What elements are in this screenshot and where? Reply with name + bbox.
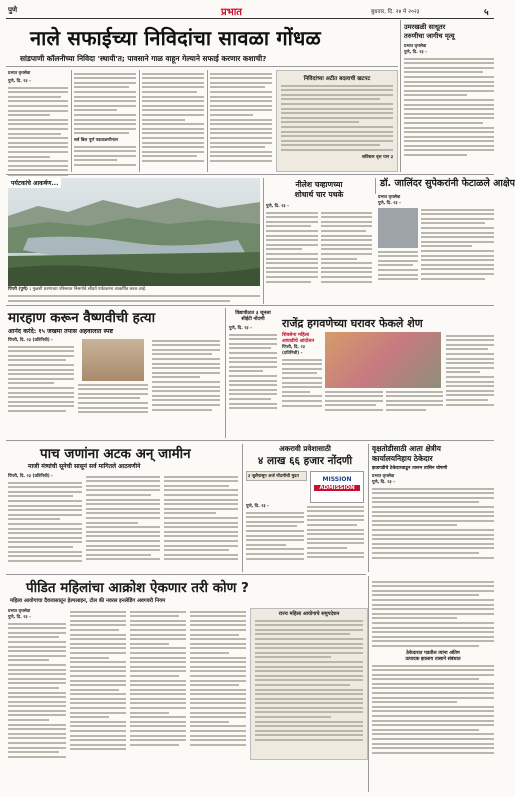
- hagawane-dateline: पिंपरी, दि. २३ (प्रतिनिधी) -: [282, 345, 305, 356]
- admission11-title: अकरावी प्रवेशासाठी: [279, 444, 331, 453]
- hagawane-kicker: शिवसेना महिला: [282, 333, 310, 338]
- lead-sidebar-box: [276, 70, 398, 172]
- story-tree: [372, 444, 494, 561]
- right-top-byline: प्रभात वृत्तसेवा: [404, 44, 427, 49]
- lead-sidebar-title: निविदांच्या अटीत बदलाची खटपट: [303, 76, 371, 82]
- lead-column-3: [142, 70, 204, 164]
- hagawane-headline: राजेंद्र हगवणेच्या घरावर फेकले शेण: [282, 317, 423, 330]
- admission-title: विद्यापीठात ३ जूनला: [235, 311, 271, 316]
- page-number: ५: [484, 8, 489, 18]
- commission-box: [250, 608, 368, 760]
- landscape-photo: [8, 178, 260, 286]
- doctor-dateline: पुणे, दि. २३ -: [378, 201, 401, 206]
- tree-subsection-2: उत्पादक झालाय तासाने संबंधात: [405, 656, 461, 662]
- bottom-byline: प्रभात वृत्तसेवा: [8, 609, 31, 614]
- story-bail: [8, 473, 238, 564]
- admission11-bullet: ३ जुलैपासून अर्ज नोंदणीची मुदत: [246, 471, 307, 481]
- tree-dateline: पुणे, दि. २३ -: [372, 480, 395, 485]
- badge-top: MISSION: [322, 476, 352, 483]
- story-admission: [229, 310, 277, 412]
- lead-continued: सविस्तर वृत्त पान ३: [362, 154, 393, 160]
- badge-bottom: ADMISSION: [314, 485, 360, 491]
- nilesh-title: नीलेश चव्हाणच्या: [295, 180, 343, 189]
- tree-title-2: कार्यालयनिहाय ठेकेदार: [372, 454, 433, 463]
- story-doctor: [378, 194, 494, 283]
- murder-dateline: पिंपरी, दि. २३ (प्रतिनिधी) -: [8, 338, 53, 343]
- photo-caption: [8, 287, 260, 304]
- story-tree-continued: [372, 578, 494, 756]
- tree-subhead: झाडपडीचे ठेकेदारवाढून तासभ तासिन घोषणी: [372, 466, 448, 471]
- story-murder: [8, 337, 220, 416]
- right-top-story: [404, 22, 494, 159]
- lead-subhead: सांडपाणी कॉलनीच्या निविदा 'स्थायी'त; पावसाने गाळ वाहून गेल्याने सफाई करणार कशाची?: [20, 54, 267, 63]
- admission11-dateline: पुणे, दि. २३ -: [246, 504, 269, 509]
- right-top-title: उमरखळी साधूतर: [404, 23, 446, 31]
- story-nilesh: [266, 180, 372, 285]
- nilesh-title-2: शोधार्थ चार पथके: [294, 190, 344, 199]
- bail-dateline: पिंपरी, दि. २३ (प्रतिनिधी) -: [8, 474, 53, 479]
- lead-byline: प्रभात वृत्तसेवा: [8, 71, 31, 76]
- issue-date: बुधवार, दि. २४ मे २०२३: [371, 9, 420, 15]
- tree-byline: प्रभात वृत्तसेवा: [372, 474, 395, 479]
- lead-column-2: [74, 70, 136, 168]
- bottom-dateline: पुणे, दि. २३ -: [8, 615, 31, 620]
- bail-subhead: माजी मंत्र्यांची सूनेची सासूनं सर्व मागितले आठवणीने: [28, 463, 141, 470]
- bail-headline: पाच जणांना अटक अन् जामीन: [40, 446, 191, 462]
- photo-feature: [8, 178, 260, 286]
- photo-caption-text: मुळशी धरणाच्या परिसरात निसर्गाचे सौंदर्य पर्यटकांना आकर्षित करत आहे.: [32, 287, 147, 292]
- photo-caption-place: पिंपरी (पुणे) :: [8, 287, 32, 292]
- admission-dateline: पुणे, दि. २३ -: [229, 326, 252, 331]
- story-hagawane: [282, 332, 494, 414]
- doctor-headline: डॉ. जालिंदर सुपेकरांनी फेटाळले आक्षेप: [380, 178, 515, 189]
- nilesh-dateline: पुणे, दि. २३ -: [266, 204, 289, 209]
- hagawane-kicker-2: आघाडीचे आंदोलन: [282, 339, 315, 344]
- murder-headline: मारहाण करून वैष्णवीची हत्या: [8, 310, 156, 326]
- right-top-dateline: पुणे, दि. २३ -: [404, 50, 427, 55]
- newspaper-logo: प्रभात: [221, 7, 243, 18]
- lead-column-4: [210, 70, 272, 164]
- protest-photo: [325, 332, 441, 388]
- edition-label: पुणे: [8, 6, 18, 14]
- doctor-photo: [378, 208, 418, 248]
- lead-column-1: [8, 70, 68, 178]
- lead-subsection: सर्व बिल पूर्ण पडताळणीनंतर: [74, 137, 119, 143]
- right-top-title-2: तरुणीचा जागीच मृत्यू: [404, 32, 455, 40]
- bottom-subhead: महिला आयोगाचा दैवजासातून हेल्पलाइन, टोल की नवरल इनलेडिंग अवगवरी नियम: [10, 598, 166, 604]
- story-bottom: [8, 608, 368, 760]
- admission11-headline: ४ लाख ६६ हजार नोंदणी: [257, 455, 353, 467]
- commission-box-title: राज्य महिला आयोगाचे समुपदेशन: [278, 611, 340, 617]
- tree-subsection: ठेकेदारात पडतील त्यांना अंतिम: [406, 650, 460, 656]
- masthead: [6, 4, 494, 19]
- doctor-byline: प्रभात वृत्तसेवा: [378, 195, 401, 200]
- lead-headline: नाले सफाईच्या निविदांचा सावळा गोंधळ: [30, 26, 321, 50]
- bottom-headline: पीडित महिलांचा आक्रोश ऐकणार तरी कोण ?: [26, 580, 249, 596]
- admission-title-2: सीईटी नोंदणी: [241, 317, 265, 322]
- tree-title: वृक्षतोडीसाठी आता क्षेत्रीय: [372, 444, 441, 453]
- victim-photo: [82, 339, 144, 381]
- lead-dateline: पुणे, दि. २३ -: [8, 79, 31, 84]
- photo-label: पर्यटकांचे आकर्षण...: [8, 178, 61, 188]
- mission-admission-badge: [310, 471, 364, 503]
- murder-subhead: आनंद करंदे: १५ जखमा तपास अहवालात स्पष्ट: [8, 328, 114, 335]
- story-admission-11: [246, 444, 364, 562]
